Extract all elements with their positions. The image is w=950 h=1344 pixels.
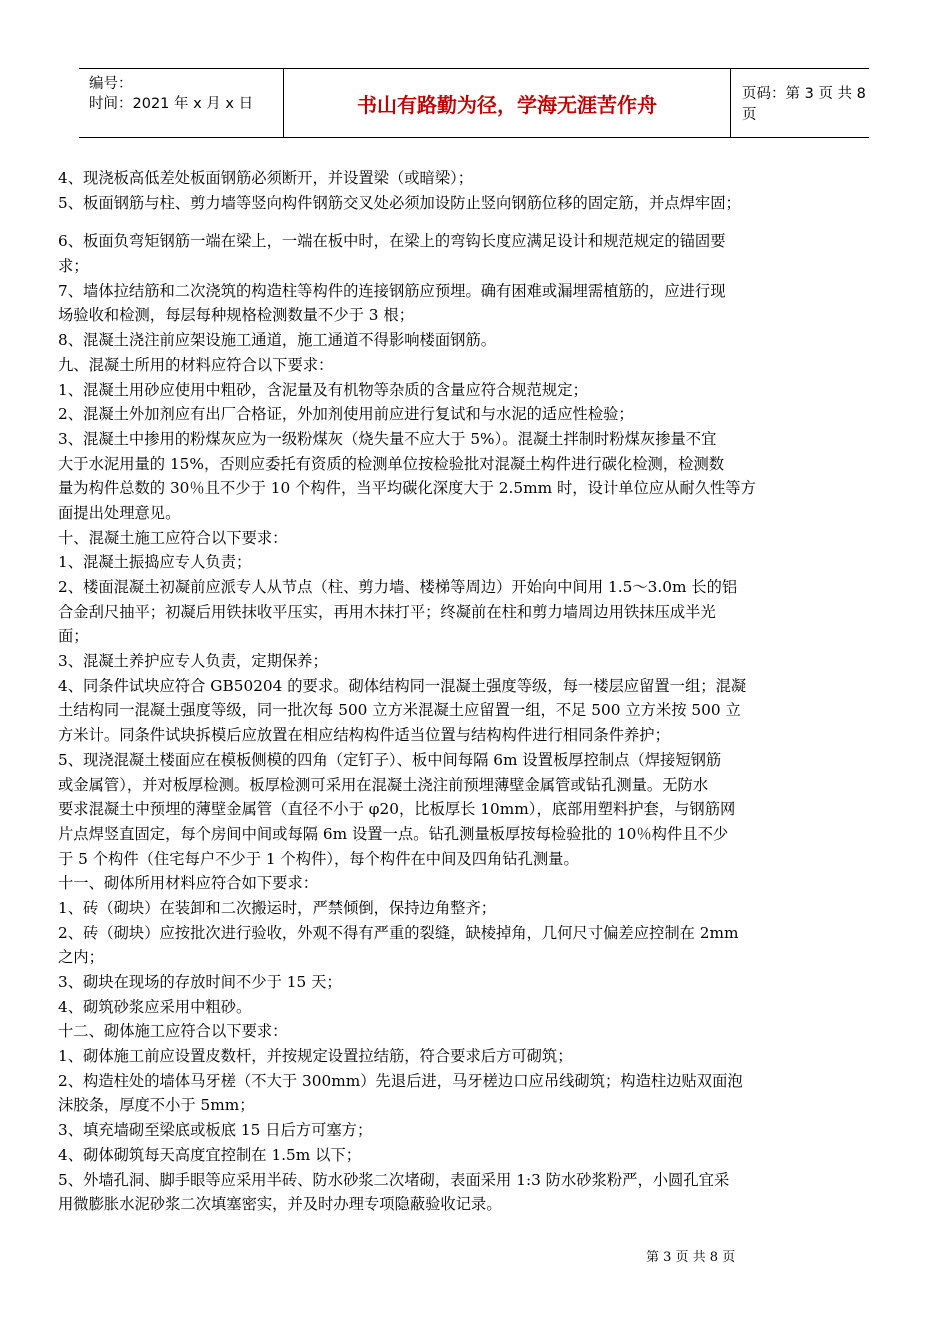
text-line: 2、砖（砌块）应按批次进行验收，外观不得有严重的裂缝，缺棱掉角，几何尺寸偏差应控制在 2mm	[58, 923, 739, 942]
text-line: 4、砌体砌筑每天高度宜控制在 1.5m 以下；	[58, 1145, 362, 1164]
text-line: 要求混凝土中预埋的薄壁金属管（直径不小于 φ20，比板厚长 10mm），底部用塑料护套，与钢筋网	[58, 800, 736, 819]
text-line: 于 5 个构件（住宅每户不少于 1 个构件），每个构件在中间及四角钻孔测量。	[58, 849, 579, 868]
header-page-number: 页码：第 3 页 共 8 页	[742, 86, 866, 123]
text-line: 片点焊竖直固定，每个房间中间或每隔 6m 设置一点。钻孔测量板厚按每检验批的 10％构件且不少	[58, 824, 729, 843]
text-line: 量为构件总数的 30％且不少于 10 个构件，当平均碳化深度大于 2.5mm 时，设计单位应从耐久性等方	[58, 479, 756, 498]
text-line: 3、混凝土中掺用的粉煤灰应为一级粉煤灰（烧失量不应大于 5%）。混凝土拌制时粉煤灰掺量不宜	[58, 429, 717, 448]
text-line: 九、混凝土所用的材料应符合以下要求：	[58, 355, 334, 374]
text-line: 方米计。同条件试块拆模后应放置在相应结构构件适当位置与结构构件进行相同条件养护；	[58, 726, 670, 745]
paragraph-gap	[58, 215, 902, 229]
text-line: 1、混凝土振捣应专人负责；	[58, 553, 252, 572]
text-line: 8、混凝土浇注前应架设施工通道，施工通道不得影响楼面钢筋。	[58, 331, 497, 350]
text-line: 2、混凝土外加剂应有出厂合格证，外加剂使用前应进行复试和与水泥的适应性检验；	[58, 405, 634, 424]
text-line: 3、砌块在现场的存放时间不少于 15 天；	[58, 973, 342, 991]
text-line: 土结构同一混凝土强度等级，同一批次每 500 立方米混凝土应留置一组，不足 500 立方米按 500 立	[58, 701, 741, 720]
text-line: 用微膨胀水泥砂浆二次填塞密实，并及时办理专项隐蔽验收记录。	[58, 1195, 502, 1214]
text-line: 1、砖（砌块）在装卸和二次搬运时，严禁倾倒，保持边角整齐；	[58, 898, 497, 917]
text-line: 沫胶条，厚度不小于 5mm；	[58, 1096, 255, 1115]
text-line: 5、板面钢筋与柱、剪力墙等竖向构件钢筋交叉处必须加设防止竖向钢筋位移的固定筋，并点焊牢固；	[58, 193, 741, 212]
text-line: 4、同条件试块应符合 GB50204 的要求。砌体结构同一混凝土强度等级，每一楼层应留置一组；混凝	[58, 676, 747, 695]
text-line: 求；	[58, 257, 89, 276]
text-line: 十一、砌体所用材料应符合如下要求：	[58, 874, 319, 893]
header-info-cell	[79, 69, 283, 137]
text-line: 十、混凝土施工应符合以下要求：	[58, 528, 288, 547]
text-line: 大于水泥用量的 15%，否则应委托有资质的检测单位按检验批对混凝土构件进行碳化检测，检测数	[58, 454, 725, 473]
text-line: 面；	[58, 627, 89, 646]
document-number-label: 编号：	[89, 76, 133, 92]
text-line: 3、填充墙砌至梁底或板底 15 日后方可塞方；	[58, 1121, 373, 1140]
text-line: 4、现浇板高低差处板面钢筋必须断开，并设置梁（或暗梁）；	[58, 169, 474, 187]
text-line: 十二、砌体施工应符合以下要求：	[58, 1022, 288, 1041]
text-line: 1、砌体施工前应设置皮数杆，并按规定设置拉结筋，符合要求后方可砌筑；	[58, 1047, 573, 1066]
text-line: 7、墙体拉结筋和二次浇筑的构造柱等构件的连接钢筋应预埋。确有困难或漏埋需植筋的，应进行现	[58, 281, 726, 300]
document-time-label: 时间：2021 年 x 月 x 日	[89, 96, 254, 112]
text-line: 面提出处理意见。	[58, 503, 181, 522]
text-line: 5、现浇混凝土楼面应在模板侧模的四角（定钉子）、板中间每隔 6m 设置板厚控制点（焊接短钢筋	[58, 750, 722, 769]
text-line: 4、砌筑砂浆应采用中粗砂。	[58, 997, 252, 1016]
text-line: 2、构造柱处的墙体马牙槎（不大于 300mm）先退后进，马牙槎边口应吊线砌筑；构造柱边贴双面泡	[58, 1071, 743, 1090]
text-line: 1、混凝土用砂应使用中粗砂，含泥量及有机物等杂质的含量应符合规范规定；	[58, 380, 588, 399]
text-line: 5、外墙孔洞、脚手眼等应采用半砖、防水砂浆二次堵砌，表面采用 1:3 防水砂浆粉严，小圆孔宜采	[58, 1170, 730, 1189]
text-line: 6、板面负弯矩钢筋一端在梁上，一端在板中时，在梁上的弯钩长度应满足设计和规范规定的锚固要	[58, 232, 726, 251]
document-body	[58, 166, 902, 1217]
text-line: 2、楼面混凝土初凝前应派专人从节点（柱、剪力墙、楼梯等周边）开始向中间用 1.5～3.0m 长的铝	[58, 578, 738, 596]
page-header	[79, 68, 869, 138]
text-line: 或金属管），并对板厚检测。板厚检测可采用在混凝土浇注前预埋薄壁金属管或钻孔测量。无防水	[58, 775, 709, 794]
text-line: 场验收和检测，每层每种规格检测数量不少于 3 根；	[58, 306, 414, 325]
text-line: 之内；	[58, 948, 104, 967]
page-footer: 第 3 页 共 8 页	[646, 1250, 736, 1265]
text-line: 3、混凝土养护应专人负责，定期保养；	[58, 652, 328, 671]
text-line: 合金刮尺抽平；初凝后用铁抹收平压实，再用木抹打平；终凝前在柱和剪力墙周边用铁抹压成半光	[58, 602, 716, 621]
header-motto: 书山有路勤为径，学海无涯苦作舟	[283, 69, 731, 137]
